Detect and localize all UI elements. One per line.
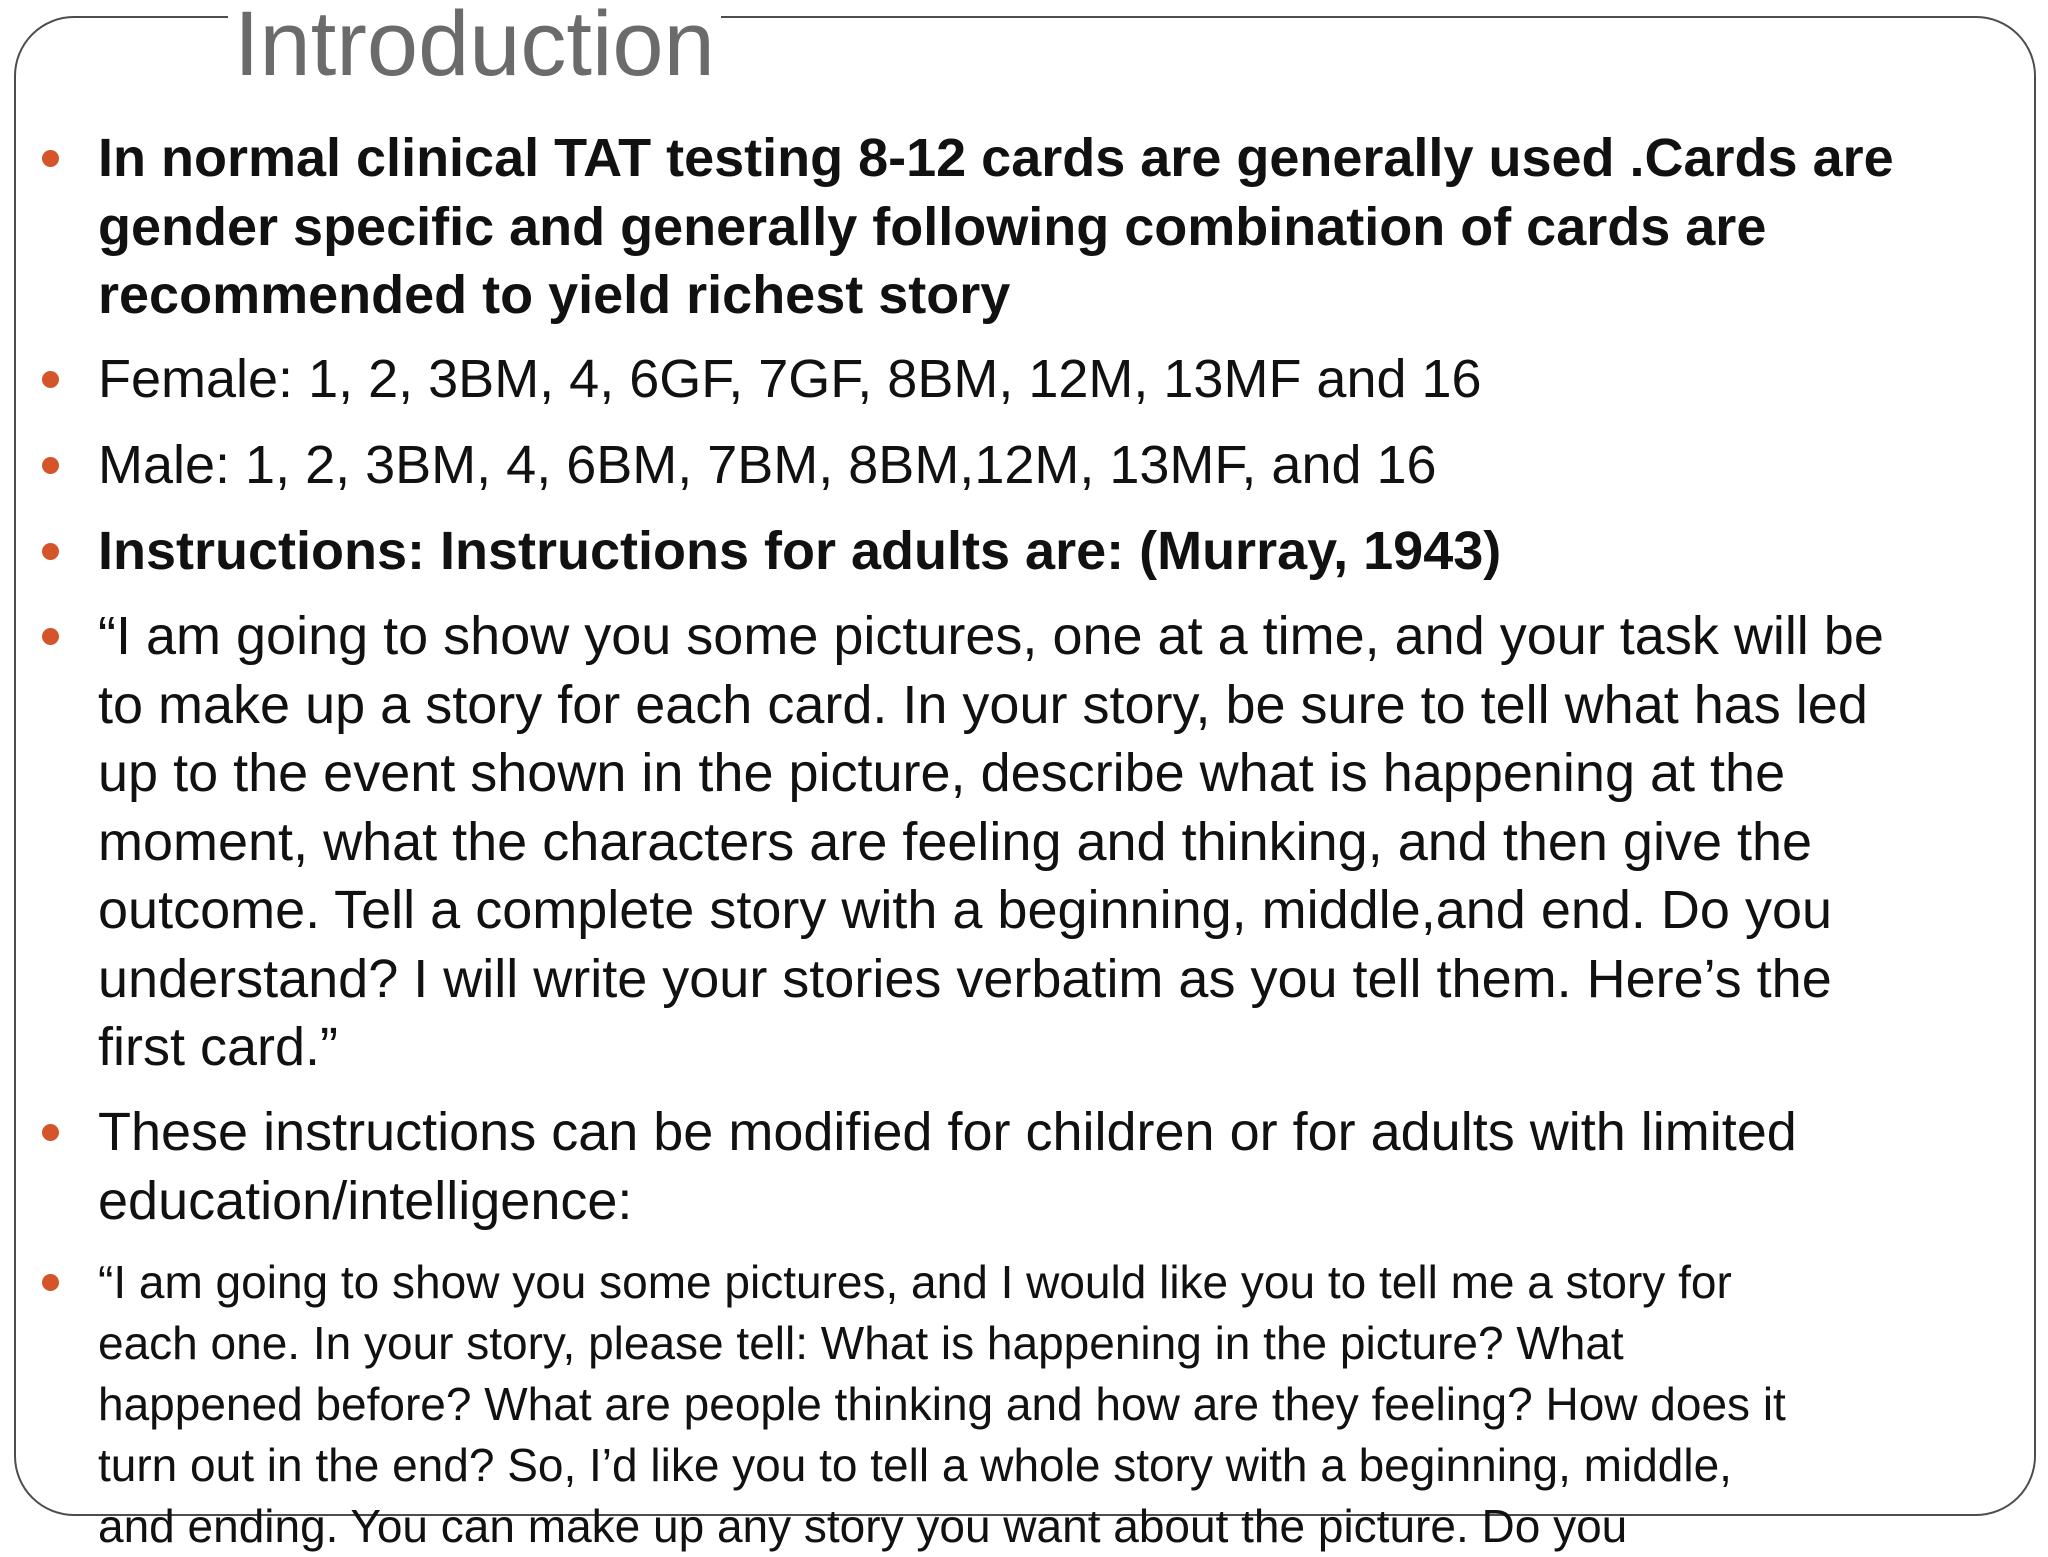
bullet-child-instructions-quote <box>98 1252 2018 1557</box>
bullet-male-cards <box>98 431 2018 500</box>
bullet-line: Female: 1, 2, 3BM, 4, 6GF, 7GF, 8BM, 12M, 13MF and 16 <box>98 349 1482 409</box>
bullet-line: up to the event shown in the picture, describe what is happening at the <box>98 743 1786 803</box>
bullet-line: Male: 1, 2, 3BM, 4, 6BM, 7BM, 8BM,12M, 13MF, and 16 <box>98 435 1437 495</box>
bullet-dot-icon <box>42 543 59 560</box>
bullet-line: and ending. You can make up any story you want about the picture. Do you <box>98 1500 1628 1552</box>
bullet-adult-instructions-quote <box>98 602 2018 1082</box>
bullet-adult-instructions-heading <box>98 517 2018 586</box>
slide-title: Introduction <box>228 0 721 94</box>
bullet-line: outcome. Tell a complete story with a beginning, middle,and end. Do you <box>98 880 1833 940</box>
bullet-line: recommended to yield richest story <box>98 265 1011 325</box>
bullet-line: “I am going to show you some pictures, one at a time, and your task will be <box>98 606 1884 666</box>
bullet-modified-instructions <box>98 1098 2018 1235</box>
bullet-line: first card.” <box>98 1017 339 1077</box>
bullet-line: gender specific and generally following combination of cards are <box>98 196 1767 257</box>
bullet-line: to make up a story for each card. In your story, be sure to tell what has led <box>98 674 1868 735</box>
bullet-line: happened before? What are people thinking and how are they feeling? How does it <box>98 1378 1786 1430</box>
bullet-dot-icon <box>42 628 59 645</box>
bullet-dot-icon <box>42 457 59 474</box>
bullet-female-cards <box>98 345 2018 414</box>
bullet-line: These instructions can be modified for children or for adults with limited <box>98 1102 1797 1162</box>
bullet-line: understand? I will write your stories verbatim as you tell them. Here’s the <box>98 948 1832 1009</box>
bullet-line: Instructions: Instructions for adults are: (Murray, 1943) <box>98 521 1502 581</box>
bullet-line: turn out in the end? So, I’d like you to tell a whole story with a beginning, middle, <box>98 1439 1732 1491</box>
bullet-dot-icon <box>42 150 59 167</box>
bullet-dot-icon <box>42 1124 59 1141</box>
bullet-dot-icon <box>42 371 59 388</box>
bullet-line: In normal clinical TAT testing 8-12 cards are generally used .Cards are <box>98 128 1894 188</box>
bullet-line: education/intelligence: <box>98 1170 633 1231</box>
bullet-line: moment, what the characters are feeling and thinking, and then give the <box>98 811 1813 872</box>
bullet-dot-icon <box>42 1274 59 1291</box>
bullet-tat-card-count <box>98 124 2018 330</box>
bullet-line: “I am going to show you some pictures, and I would like you to tell me a story for <box>98 1256 1732 1308</box>
bullet-line: each one. In your story, please tell: What is happening in the picture? What <box>98 1317 1624 1369</box>
